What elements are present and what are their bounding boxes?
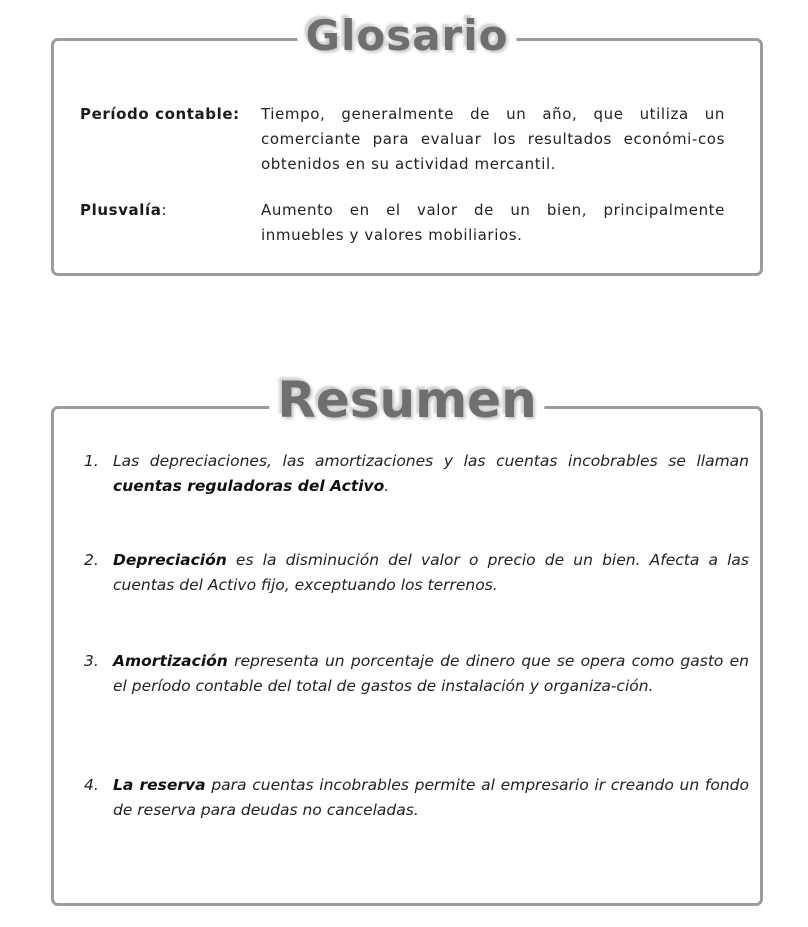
resumen-title: Resumen (269, 375, 544, 425)
summary-item-text (113, 548, 749, 598)
summary-tail: representa un porcentaje de dinero que se opera como gasto en el período contable del total de gastos de instalación y organiza-ción. (113, 652, 749, 695)
summary-bold-term: La reserva (113, 776, 206, 794)
glosario-box (51, 11, 763, 276)
glossary-definition: Tiempo, generalmente de un año, que utiliza un comerciante para evaluar los resultados económi-cos obtenidos en su actividad mercantil. (261, 105, 725, 173)
summary-bold-term: Depreciación (113, 551, 227, 569)
summary-tail: para cuentas incobrables permite al empresario ir creando un fondo de reserva para deudas no canceladas. (113, 776, 749, 819)
glossary-term: Período contable: (80, 105, 240, 123)
summary-item-text (113, 449, 749, 499)
summary-item-number: 2. (84, 551, 99, 569)
summary-tail: es la disminución del valor o precio de un bien. Afecta a las cuentas del Activo fijo, exceptuando los terrenos. (113, 551, 749, 594)
summary-tail: . (384, 477, 390, 495)
summary-item-text (113, 649, 749, 699)
glossary-definition: Aumento en el valor de un bien, principalmente inmuebles y valores mobiliarios. (261, 201, 725, 244)
glossary-term-text: Plusvalía (80, 201, 162, 219)
summary-item-number: 1. (84, 452, 99, 470)
glossary-term (80, 198, 167, 223)
summary-lead: Las depreciaciones, las amortizaciones y las cuentas incobrables se llaman (113, 452, 749, 470)
summary-item-number: 3. (84, 652, 99, 670)
glossary-term-colon: : (161, 201, 168, 219)
summary-item-number: 4. (84, 776, 99, 794)
summary-bold-term: cuentas reguladoras del Activo (113, 477, 385, 495)
glosario-title: Glosario (297, 15, 516, 57)
summary-item-text (113, 773, 749, 823)
summary-bold-term: Amortización (113, 652, 228, 670)
resumen-box (51, 371, 763, 906)
